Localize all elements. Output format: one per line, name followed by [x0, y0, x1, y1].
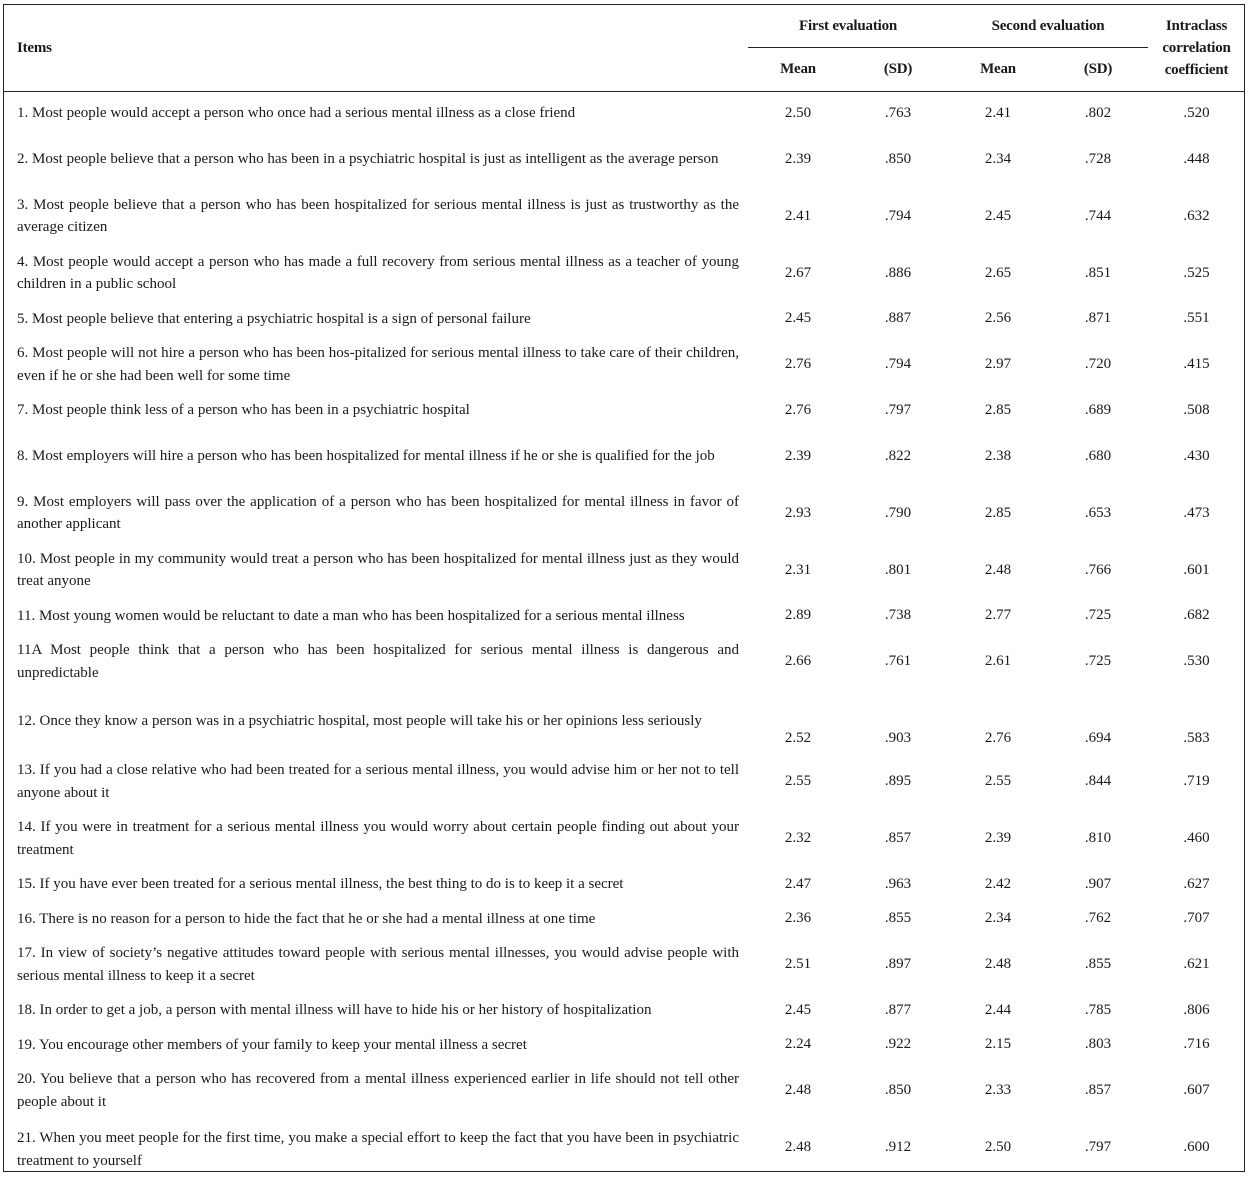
first-eval-sd: .877 [848, 993, 948, 1028]
icc-value: .551 [1148, 302, 1245, 337]
item-text: 16. There is no reason for a person to hide the fact that he or she had a mental illness at one time [3, 902, 748, 937]
second-eval-mean: 2.85 [948, 393, 1048, 428]
item-text: 11. Most young women would be reluctant to date a man who has been hospitalized for a serious mental illness [3, 599, 748, 634]
icc-value: .473 [1148, 485, 1245, 542]
second-eval-mean: 2.34 [948, 902, 1048, 937]
item-text: 3. Most people believe that a person who has been hospitalized for serious mental illness is just as trustworthy as the average citizen [3, 188, 748, 245]
second-eval-mean: 2.42 [948, 867, 1048, 902]
first-eval-mean: 2.67 [748, 245, 848, 302]
first-eval-mean: 2.51 [748, 936, 848, 993]
first-eval-sd: .886 [848, 245, 948, 302]
first-eval-sd: .794 [848, 188, 948, 245]
first-eval-sd: .857 [848, 810, 948, 867]
second-eval-sd: .871 [1048, 302, 1148, 337]
item-text: 20. You believe that a person who has recovered from a mental illness experienced earlier in life should not tell other people about it [3, 1062, 748, 1119]
second-eval-sd: .689 [1048, 393, 1148, 428]
table-row [3, 993, 1245, 1028]
table-row [3, 245, 1245, 302]
second-eval-sd: .744 [1048, 188, 1148, 245]
first-eval-mean: 2.45 [748, 302, 848, 337]
table-row [3, 753, 1245, 810]
second-eval-mean: 2.76 [948, 690, 1048, 753]
first-eval-mean: 2.66 [748, 633, 848, 690]
header-icc-line-3: coefficient [1165, 62, 1229, 78]
icc-value: .607 [1148, 1062, 1245, 1119]
icc-value: .583 [1148, 690, 1245, 753]
item-text: 21. When you meet people for the first time, you make a special effort to keep the fact that you have been in psychiatric treatment to yourself [3, 1119, 748, 1180]
first-eval-mean: 2.93 [748, 485, 848, 542]
first-eval-mean: 2.24 [748, 1028, 848, 1063]
first-eval-sd: .912 [848, 1119, 948, 1180]
item-text: 2. Most people believe that a person who has been in a psychiatric hospital is just as intelligent as the average person [3, 131, 748, 188]
first-eval-sd: .794 [848, 336, 948, 393]
first-eval-sd: .801 [848, 542, 948, 599]
first-eval-mean: 2.55 [748, 753, 848, 810]
header-first-evaluation: First evaluation [748, 5, 948, 48]
table-row [3, 131, 1245, 188]
header-icc-line-1: Intraclass [1166, 18, 1227, 34]
second-eval-mean: 2.56 [948, 302, 1048, 337]
table-row [3, 690, 1245, 753]
table-body [3, 92, 1245, 1180]
item-text: 18. In order to get a job, a person with mental illness will have to hide his or her history of hospitalization [3, 993, 748, 1028]
table-row [3, 393, 1245, 428]
first-eval-sd: .797 [848, 393, 948, 428]
item-text: 12. Once they know a person was in a psychiatric hospital, most people will take his or her opinions less seriously [3, 690, 748, 753]
second-eval-sd: .728 [1048, 131, 1148, 188]
first-eval-sd: .761 [848, 633, 948, 690]
table-row [3, 902, 1245, 937]
second-eval-mean: 2.48 [948, 936, 1048, 993]
first-eval-mean: 2.48 [748, 1119, 848, 1180]
table-row [3, 188, 1245, 245]
first-eval-sd: .790 [848, 485, 948, 542]
second-eval-mean: 2.97 [948, 336, 1048, 393]
table-row [3, 92, 1245, 131]
table-row [3, 428, 1245, 485]
icc-value: .621 [1148, 936, 1245, 993]
second-eval-sd: .855 [1048, 936, 1148, 993]
table-row [3, 302, 1245, 337]
first-eval-sd: .887 [848, 302, 948, 337]
second-eval-mean: 2.38 [948, 428, 1048, 485]
second-eval-mean: 2.15 [948, 1028, 1048, 1063]
second-eval-sd: .725 [1048, 633, 1148, 690]
second-eval-mean: 2.85 [948, 485, 1048, 542]
item-text: 11A Most people think that a person who has been hospitalized for serious mental illness is dangerous and unpredictable [3, 633, 748, 690]
first-eval-sd: .850 [848, 131, 948, 188]
icc-value: .806 [1148, 993, 1245, 1028]
icc-value: .632 [1148, 188, 1245, 245]
table-row [3, 485, 1245, 542]
second-eval-sd: .694 [1048, 690, 1148, 753]
second-eval-sd: .725 [1048, 599, 1148, 634]
second-eval-mean: 2.33 [948, 1062, 1048, 1119]
first-eval-mean: 2.89 [748, 599, 848, 634]
first-eval-sd: .922 [848, 1028, 948, 1063]
table-row [3, 1062, 1245, 1119]
table-row [3, 1028, 1245, 1063]
first-eval-sd: .850 [848, 1062, 948, 1119]
icc-value: .430 [1148, 428, 1245, 485]
item-text: 13. If you had a close relative who had been treated for a serious mental illness, you would advise him or her not to tell anyone about it [3, 753, 748, 810]
header-sd-2: (SD) [1048, 48, 1148, 92]
table-row [3, 867, 1245, 902]
second-eval-sd: .803 [1048, 1028, 1148, 1063]
item-text: 19. You encourage other members of your family to keep your mental illness a secret [3, 1028, 748, 1063]
icc-value: .525 [1148, 245, 1245, 302]
first-eval-mean: 2.52 [748, 690, 848, 753]
icc-value: .448 [1148, 131, 1245, 188]
first-eval-mean: 2.76 [748, 336, 848, 393]
item-text: 5. Most people believe that entering a psychiatric hospital is a sign of personal failure [3, 302, 748, 337]
reliability-table [3, 5, 1245, 1180]
first-eval-sd: .897 [848, 936, 948, 993]
table-row [3, 542, 1245, 599]
second-eval-sd: .785 [1048, 993, 1148, 1028]
second-eval-mean: 2.39 [948, 810, 1048, 867]
second-eval-mean: 2.48 [948, 542, 1048, 599]
second-eval-sd: .857 [1048, 1062, 1148, 1119]
icc-value: .460 [1148, 810, 1245, 867]
item-text: 9. Most employers will pass over the application of a person who has been hospitalized for mental illness in favor of another applicant [3, 485, 748, 542]
header-icc-line-2: correlation [1162, 40, 1230, 56]
first-eval-mean: 2.36 [748, 902, 848, 937]
item-text: 14. If you were in treatment for a serious mental illness you would worry about certain people finding out about your treatment [3, 810, 748, 867]
second-eval-sd: .766 [1048, 542, 1148, 599]
first-eval-mean: 2.39 [748, 131, 848, 188]
first-eval-mean: 2.47 [748, 867, 848, 902]
first-eval-mean: 2.50 [748, 92, 848, 131]
first-eval-mean: 2.31 [748, 542, 848, 599]
icc-value: .707 [1148, 902, 1245, 937]
icc-value: .627 [1148, 867, 1245, 902]
first-eval-sd: .963 [848, 867, 948, 902]
item-text: 15. If you have ever been treated for a serious mental illness, the best thing to do is to keep it a secret [3, 867, 748, 902]
header-items: Items [3, 5, 748, 92]
second-eval-sd: .797 [1048, 1119, 1148, 1180]
item-text: 17. In view of society’s negative attitudes toward people with serious mental illnesses, you would advise people with serious mental illness to keep it a secret [3, 936, 748, 993]
first-eval-sd: .855 [848, 902, 948, 937]
table-row [3, 1119, 1245, 1180]
header-mean-1: Mean [748, 48, 848, 92]
table-header [3, 5, 1245, 92]
icc-value: .415 [1148, 336, 1245, 393]
second-eval-mean: 2.55 [948, 753, 1048, 810]
first-eval-sd: .822 [848, 428, 948, 485]
first-eval-sd: .763 [848, 92, 948, 131]
header-sd-1: (SD) [848, 48, 948, 92]
header-second-evaluation: Second evaluation [948, 5, 1148, 48]
first-eval-sd: .895 [848, 753, 948, 810]
second-eval-sd: .720 [1048, 336, 1148, 393]
second-eval-mean: 2.77 [948, 599, 1048, 634]
first-eval-mean: 2.45 [748, 993, 848, 1028]
first-eval-mean: 2.76 [748, 393, 848, 428]
second-eval-mean: 2.45 [948, 188, 1048, 245]
second-eval-mean: 2.41 [948, 92, 1048, 131]
second-eval-sd: .653 [1048, 485, 1148, 542]
second-eval-sd: .802 [1048, 92, 1148, 131]
second-eval-sd: .680 [1048, 428, 1148, 485]
second-eval-sd: .907 [1048, 867, 1148, 902]
second-eval-sd: .851 [1048, 245, 1148, 302]
icc-value: .520 [1148, 92, 1245, 131]
item-text: 8. Most employers will hire a person who has been hospitalized for mental illness if he or she is qualified for the job [3, 428, 748, 485]
header-mean-2: Mean [948, 48, 1048, 92]
item-text: 10. Most people in my community would treat a person who has been hospitalized for mental illness just as they would treat anyone [3, 542, 748, 599]
icc-value: .600 [1148, 1119, 1245, 1180]
table-row [3, 336, 1245, 393]
icc-value: .682 [1148, 599, 1245, 634]
second-eval-sd: .844 [1048, 753, 1148, 810]
first-eval-mean: 2.32 [748, 810, 848, 867]
icc-value: .716 [1148, 1028, 1245, 1063]
second-eval-sd: .762 [1048, 902, 1148, 937]
icc-value: .508 [1148, 393, 1245, 428]
second-eval-mean: 2.65 [948, 245, 1048, 302]
second-eval-mean: 2.50 [948, 1119, 1048, 1180]
first-eval-mean: 2.48 [748, 1062, 848, 1119]
item-text: 7. Most people think less of a person who has been in a psychiatric hospital [3, 393, 748, 428]
item-text: 6. Most people will not hire a person who has been hos-pitalized for serious mental illness to take care of their children, even if he or she had been well for some time [3, 336, 748, 393]
second-eval-mean: 2.34 [948, 131, 1048, 188]
second-eval-mean: 2.44 [948, 993, 1048, 1028]
second-eval-mean: 2.61 [948, 633, 1048, 690]
table-row [3, 936, 1245, 993]
icc-value: .530 [1148, 633, 1245, 690]
first-eval-mean: 2.39 [748, 428, 848, 485]
item-text: 4. Most people would accept a person who has made a full recovery from serious mental illness as a teacher of young children in a public school [3, 245, 748, 302]
table-row [3, 810, 1245, 867]
table-row [3, 599, 1245, 634]
second-eval-sd: .810 [1048, 810, 1148, 867]
first-eval-sd: .903 [848, 690, 948, 753]
first-eval-sd: .738 [848, 599, 948, 634]
icc-value: .719 [1148, 753, 1245, 810]
header-icc [1148, 5, 1245, 92]
table-row [3, 633, 1245, 690]
icc-value: .601 [1148, 542, 1245, 599]
item-text: 1. Most people would accept a person who once had a serious mental illness as a close friend [3, 92, 748, 131]
first-eval-mean: 2.41 [748, 188, 848, 245]
